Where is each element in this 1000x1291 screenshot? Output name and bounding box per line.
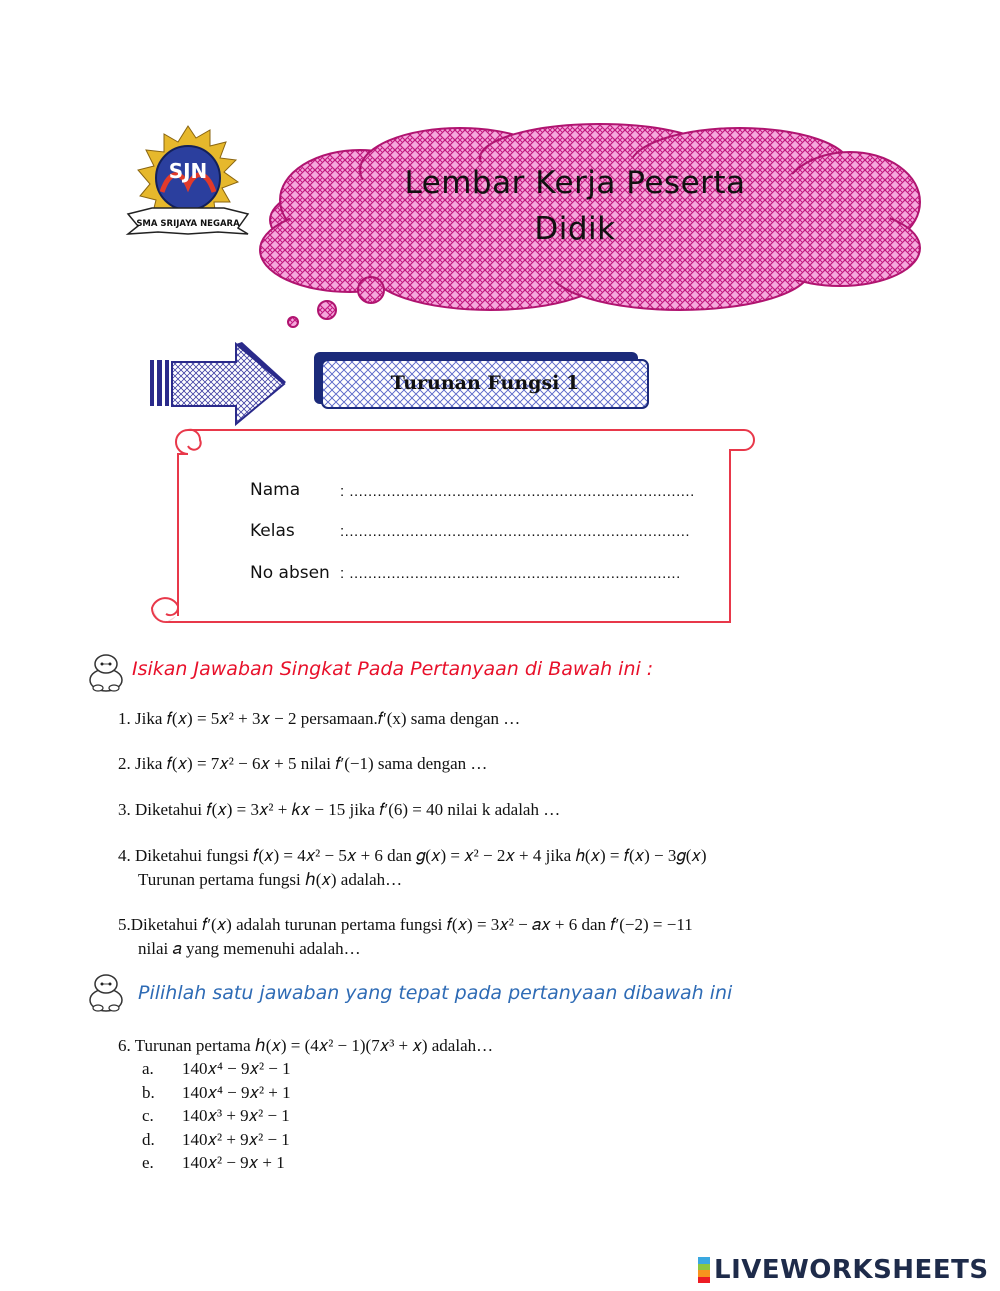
form-label-absen: No absen xyxy=(250,563,330,583)
option-c[interactable] xyxy=(142,1104,291,1128)
answer-input-1[interactable] xyxy=(118,732,119,733)
page-title xyxy=(330,160,820,252)
question-1 xyxy=(118,707,520,731)
question-5 xyxy=(118,913,693,961)
question-text: 3. Diketahui 𝑓(𝑥) = 3𝑥² + 𝑘𝑥 − 15 jika 𝑓′(6) = 40 nilai k adalah … xyxy=(118,800,561,819)
form-field-absen[interactable] xyxy=(340,565,681,582)
form-sep: : xyxy=(340,523,345,540)
topic-banner xyxy=(312,350,652,412)
option-b[interactable] xyxy=(142,1081,291,1105)
option-letter: e. xyxy=(142,1153,154,1172)
question-text: 6. Turunan pertama ℎ(𝑥) = (4𝑥² − 1)(7𝑥³ + 𝑥) adalah… xyxy=(118,1036,494,1055)
question-text-cont: nilai 𝑎 yang memenuhi adalah… xyxy=(138,939,361,958)
mc-heading: Pilihlah satu jawaban yang tepat pada pertanyaan dibawah ini xyxy=(138,982,733,1004)
option-text: 140𝑥² + 9𝑥² − 1 xyxy=(182,1129,290,1149)
question-6 xyxy=(118,1034,493,1058)
option-letter: b. xyxy=(142,1082,155,1102)
question-text: 2. Jika 𝑓(𝑥) = 7𝑥² − 6𝑥 + 5 nilai 𝑓′(−1) sama dengan … xyxy=(118,754,488,773)
option-letter: c. xyxy=(142,1106,154,1125)
form-row-kelas xyxy=(250,521,295,541)
question-2 xyxy=(118,752,487,776)
question-text: 1. Jika 𝑓(𝑥) = 5𝑥² + 3𝑥 − 2 persamaan.𝑓′(x) sama dengan … xyxy=(118,709,521,728)
form-dots: .......................................................................... xyxy=(344,523,691,540)
question-text: 4. Diketahui fungsi 𝑓(𝑥) = 4𝑥² − 5𝑥 + 6 dan 𝑔(𝑥) = 𝑥² − 2𝑥 + 4 jika ℎ(𝑥) = 𝑓(𝑥) − 3𝑔(𝑥) xyxy=(118,846,707,865)
page-title-line1: Lembar Kerja Peserta xyxy=(404,165,746,201)
question-4 xyxy=(118,844,707,892)
option-a[interactable] xyxy=(142,1057,291,1081)
form-sep: : xyxy=(340,565,350,582)
form-row-absen xyxy=(250,563,330,583)
option-text: 140𝑥² − 9𝑥 + 1 xyxy=(182,1153,285,1172)
form-field-kelas[interactable] xyxy=(340,523,690,540)
school-logo xyxy=(122,122,254,240)
topic-banner-text: Turunan Fungsi 1 xyxy=(390,372,580,394)
form-label-nama: Nama xyxy=(250,480,301,500)
live-badge-icon xyxy=(698,1257,710,1283)
option-text: 140𝑥⁴ − 9𝑥² − 1 xyxy=(182,1059,291,1078)
option-letter: a. xyxy=(142,1059,154,1078)
option-letter: d. xyxy=(142,1129,155,1149)
robot-mascot-icon xyxy=(86,972,126,1012)
page-title-line2: Didik xyxy=(534,211,616,247)
form-row-nama xyxy=(250,480,300,500)
option-text: 140𝑥³ + 9𝑥² − 1 xyxy=(182,1106,290,1125)
question-text: 5.Diketahui 𝑓′(𝑥) adalah turunan pertama fungsi 𝑓(𝑥) = 3𝑥² − 𝑎𝑥 + 6 dan 𝑓′(−2) = −11 xyxy=(118,915,693,934)
liveworksheets-logo[interactable] xyxy=(698,1254,989,1286)
form-sep: : xyxy=(340,483,350,500)
question-text-cont: Turunan pertama fungsi ℎ(𝑥) adalah… xyxy=(138,870,403,889)
question-3 xyxy=(118,798,560,822)
form-field-nama[interactable] xyxy=(340,483,695,500)
option-text: 140𝑥⁴ − 9𝑥² + 1 xyxy=(182,1082,291,1102)
form-label-kelas: Kelas xyxy=(250,521,295,541)
robot-mascot-icon xyxy=(86,652,126,692)
brand-name: LIVEWORKSHEETS xyxy=(714,1255,989,1285)
logo-monogram: SJN xyxy=(168,159,208,183)
option-d[interactable] xyxy=(142,1128,291,1152)
arrow-right-icon xyxy=(148,340,288,430)
essay-heading: Isikan Jawaban Singkat Pada Pertanyaan di Bawah ini : xyxy=(132,658,654,680)
form-dots: .......................................................................... xyxy=(349,483,695,500)
logo-ribbon-text: SMA SRIJAYA NEGARA xyxy=(136,219,240,229)
form-dots: ....................................................................... xyxy=(349,565,681,582)
q6-options xyxy=(142,1057,291,1175)
option-e[interactable] xyxy=(142,1151,291,1175)
